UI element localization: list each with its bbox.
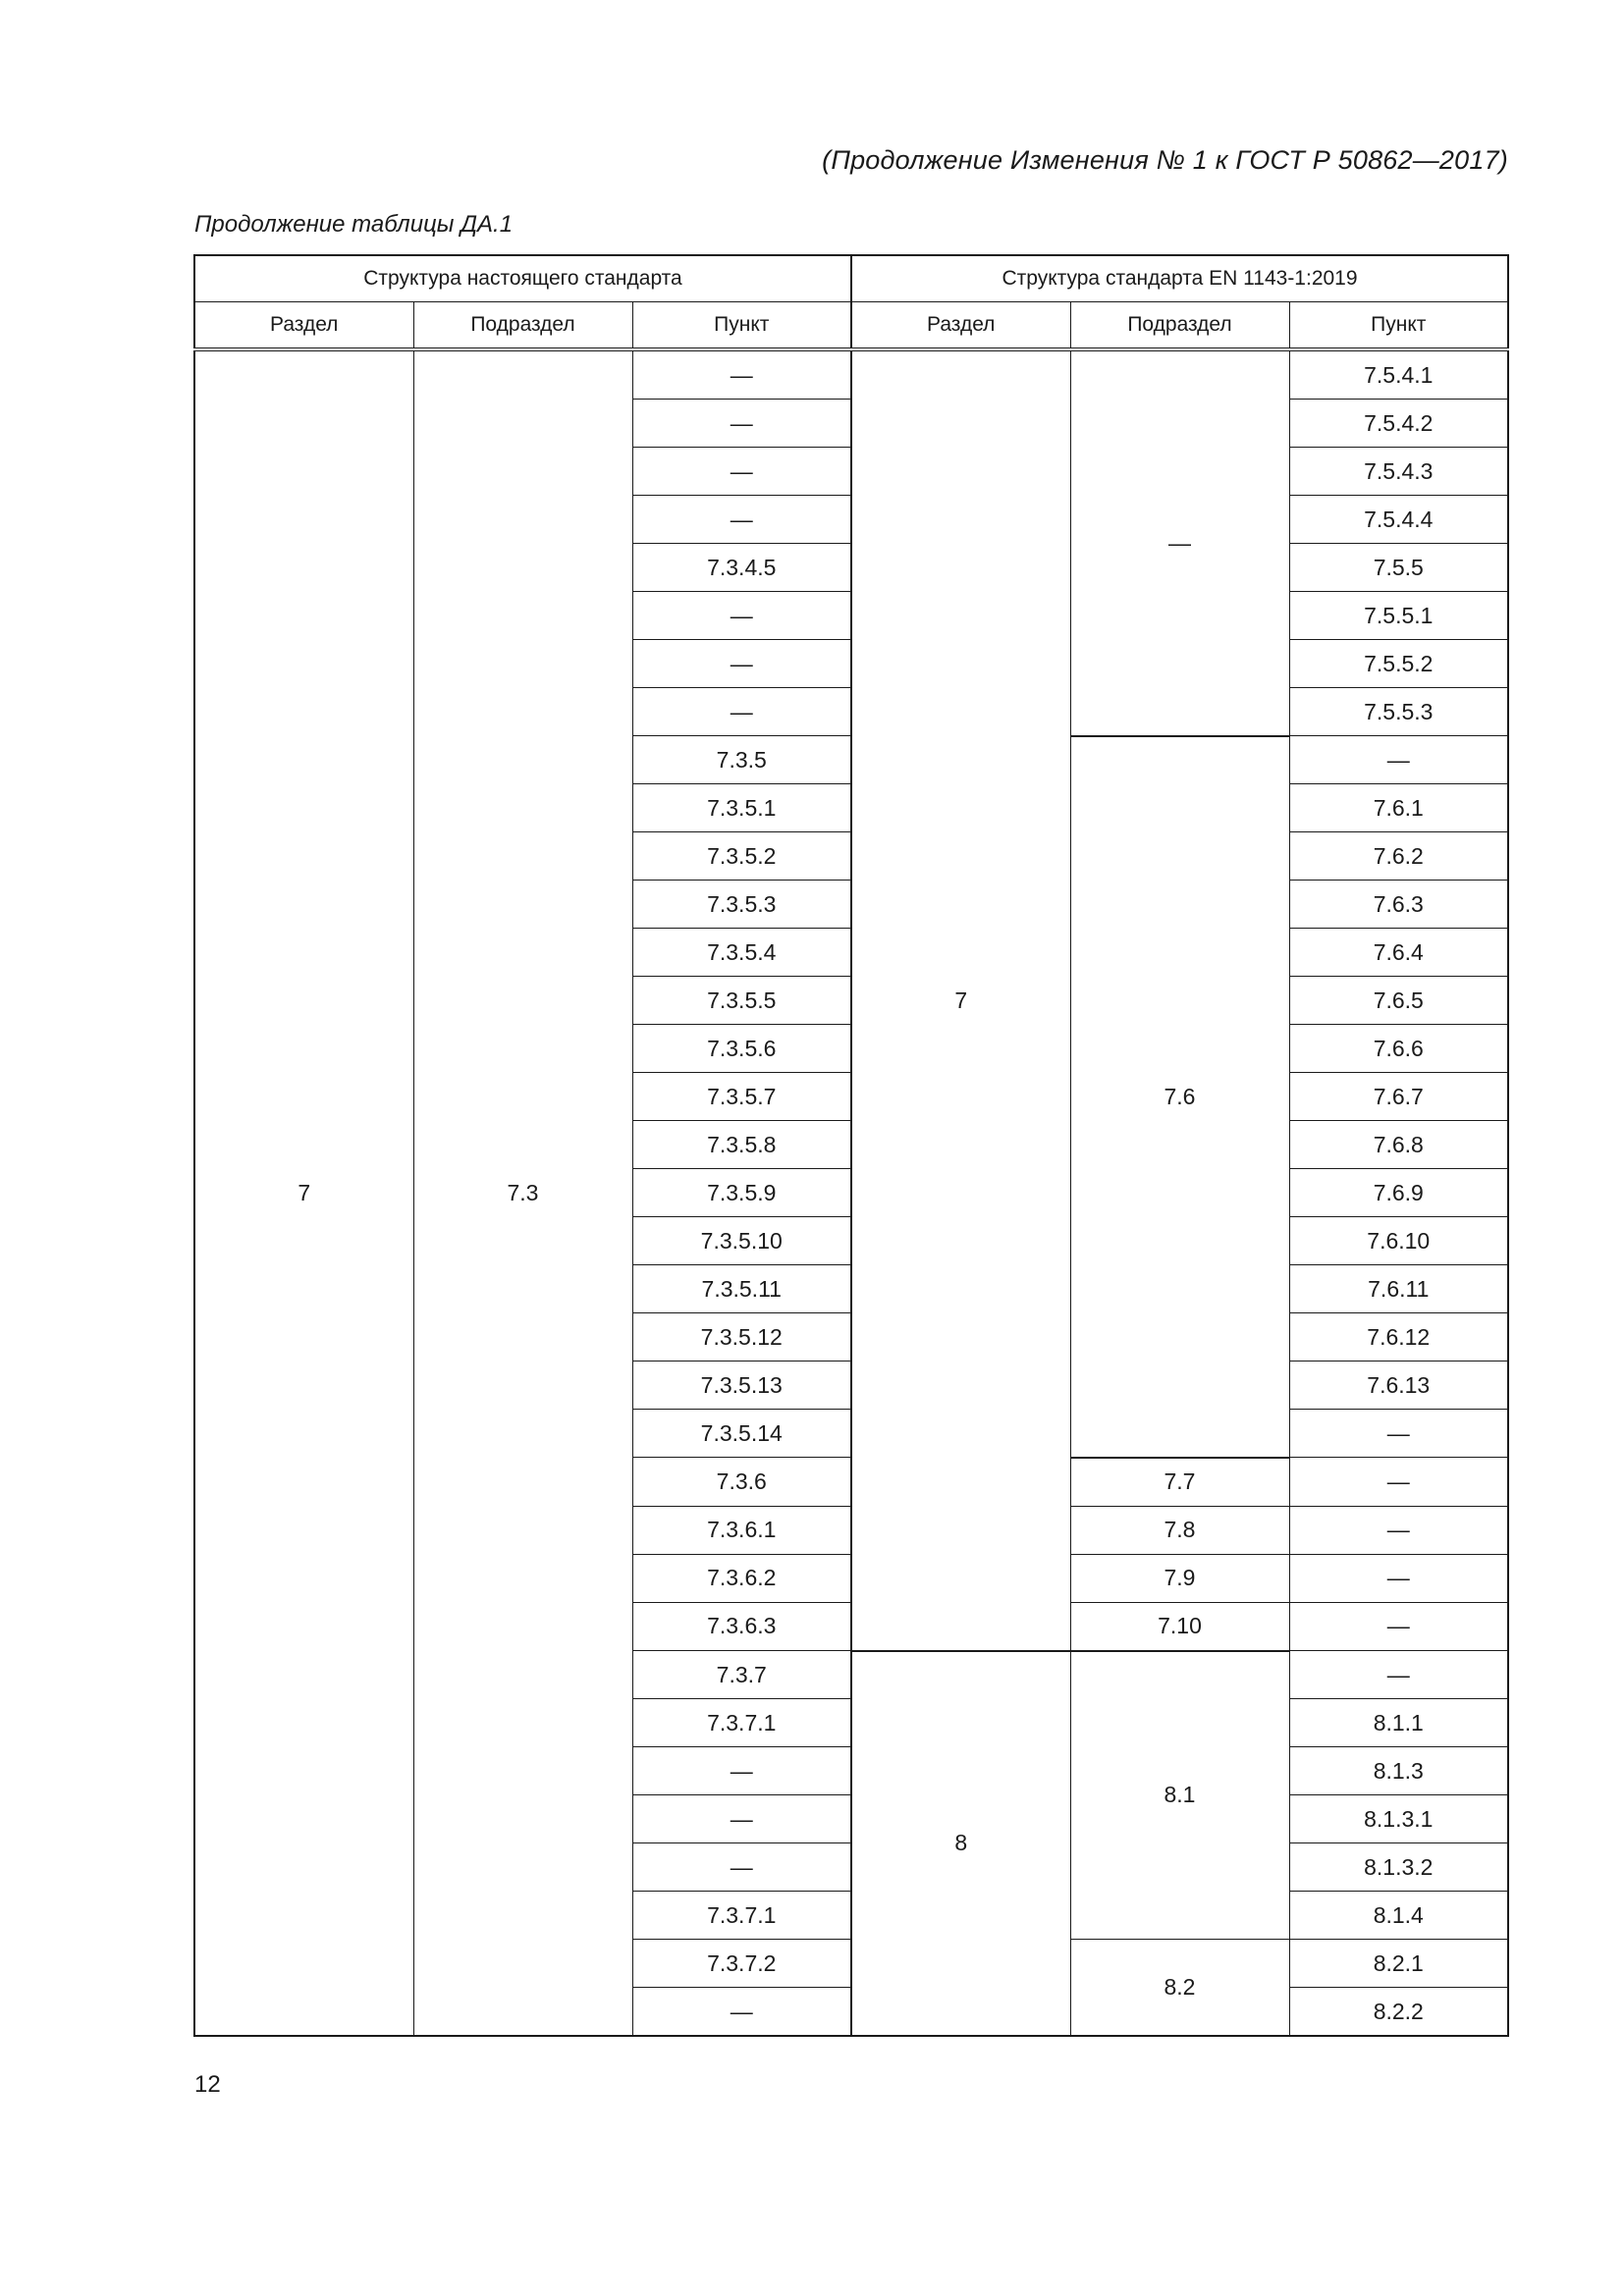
right-item-cell: 8.1.3.1 [1289,1795,1508,1843]
right-subsection-cell: 7.8 [1070,1506,1289,1554]
right-item-cell: 7.5.4.2 [1289,400,1508,448]
right-item-cell: 7.5.4.1 [1289,349,1508,400]
left-item-cell: 7.3.5 [632,736,851,784]
left-item-cell: — [632,349,851,400]
left-item-cell: 7.3.7.1 [632,1892,851,1940]
col-header-section: Раздел [851,302,1070,350]
right-item-cell: 7.6.5 [1289,977,1508,1025]
right-item-cell: 7.6.12 [1289,1313,1508,1362]
col-header-subsection: Подраздел [413,302,632,350]
right-item-cell: — [1289,1602,1508,1651]
right-subsection-cell: 7.10 [1070,1602,1289,1651]
right-item-cell: 8.1.1 [1289,1699,1508,1747]
left-item-cell: 7.3.5.9 [632,1169,851,1217]
right-item-cell: 8.2.2 [1289,1988,1508,2037]
left-item-cell: 7.3.6.3 [632,1602,851,1651]
right-item-cell: 7.6.11 [1289,1265,1508,1313]
left-item-cell: — [632,1795,851,1843]
right-item-cell: 7.6.3 [1289,881,1508,929]
right-subsection-cell: 8.2 [1070,1940,1289,2037]
right-item-cell: — [1289,736,1508,784]
left-item-cell: 7.3.5.11 [632,1265,851,1313]
right-item-cell: 8.2.1 [1289,1940,1508,1988]
table-row [194,349,1508,400]
left-item-cell: 7.3.5.7 [632,1073,851,1121]
left-item-cell: — [632,448,851,496]
right-item-cell: 7.6.6 [1289,1025,1508,1073]
right-item-cell: — [1289,1410,1508,1458]
right-item-cell: 7.6.10 [1289,1217,1508,1265]
left-item-cell: 7.3.6 [632,1458,851,1507]
left-item-cell: 7.3.5.2 [632,832,851,881]
right-item-cell: 7.6.7 [1289,1073,1508,1121]
left-item-cell: 7.3.5.10 [632,1217,851,1265]
right-item-cell: 7.5.5.3 [1289,688,1508,736]
left-item-cell: 7.3.5.3 [632,881,851,929]
left-item-cell: 7.3.5.8 [632,1121,851,1169]
left-item-cell: 7.3.5.12 [632,1313,851,1362]
right-item-cell: 8.1.3.2 [1289,1843,1508,1892]
left-item-cell: 7.3.6.2 [632,1554,851,1602]
group-header-en-standard: Структура стандарта EN 1143-1:2019 [851,255,1508,302]
right-subsection-cell: — [1070,349,1289,736]
col-header-section: Раздел [194,302,413,350]
right-item-cell: 7.5.5.2 [1289,640,1508,688]
right-item-cell: 7.6.4 [1289,929,1508,977]
left-item-cell: 7.3.5.5 [632,977,851,1025]
left-item-cell: 7.3.5.1 [632,784,851,832]
right-subsection-cell: 7.7 [1070,1458,1289,1507]
left-item-cell: — [632,1988,851,2037]
right-subsection-cell: 7.9 [1070,1554,1289,1602]
structure-mapping-table [193,254,1509,2037]
right-item-cell: — [1289,1506,1508,1554]
right-item-cell: — [1289,1651,1508,1699]
right-item-cell: 7.5.5 [1289,544,1508,592]
running-head: (Продолжение Изменения № 1 к ГОСТ Р 50862—2017) [822,145,1508,175]
page-number: 12 [194,2071,221,2098]
right-subsection-cell: 8.1 [1070,1651,1289,1940]
left-item-cell: — [632,592,851,640]
right-item-cell: — [1289,1554,1508,1602]
left-item-cell: — [632,688,851,736]
table-caption: Продолжение таблицы ДА.1 [194,211,514,238]
col-header-item: Пункт [1289,302,1508,350]
left-item-cell: 7.3.7 [632,1651,851,1699]
col-header-item: Пункт [632,302,851,350]
right-item-cell: 7.6.9 [1289,1169,1508,1217]
left-item-cell: 7.3.5.13 [632,1362,851,1410]
left-item-cell: 7.3.4.5 [632,544,851,592]
left-section-cell: 7 [194,349,413,2036]
right-item-cell: 7.6.1 [1289,784,1508,832]
right-subsection-cell: 7.6 [1070,736,1289,1458]
right-item-cell: 7.6.8 [1289,1121,1508,1169]
left-item-cell: 7.3.7.1 [632,1699,851,1747]
right-section-cell: 7 [851,349,1070,1651]
left-item-cell: 7.3.5.4 [632,929,851,977]
left-item-cell: 7.3.5.14 [632,1410,851,1458]
right-section-cell: 8 [851,1651,1070,2037]
left-item-cell: 7.3.6.1 [632,1506,851,1554]
right-item-cell: 7.6.13 [1289,1362,1508,1410]
left-item-cell: — [632,1843,851,1892]
right-item-cell: 7.6.2 [1289,832,1508,881]
left-item-cell: — [632,640,851,688]
right-item-cell: — [1289,1458,1508,1507]
left-subsection-cell: 7.3 [413,349,632,2036]
left-item-cell: — [632,496,851,544]
left-item-cell: 7.3.7.2 [632,1940,851,1988]
left-item-cell: — [632,1747,851,1795]
group-header-this-standard: Структура настоящего стандарта [194,255,851,302]
left-item-cell: 7.3.5.6 [632,1025,851,1073]
right-item-cell: 7.5.4.4 [1289,496,1508,544]
right-item-cell: 7.5.4.3 [1289,448,1508,496]
right-item-cell: 7.5.5.1 [1289,592,1508,640]
right-item-cell: 8.1.4 [1289,1892,1508,1940]
col-header-subsection: Подраздел [1070,302,1289,350]
left-item-cell: — [632,400,851,448]
right-item-cell: 8.1.3 [1289,1747,1508,1795]
